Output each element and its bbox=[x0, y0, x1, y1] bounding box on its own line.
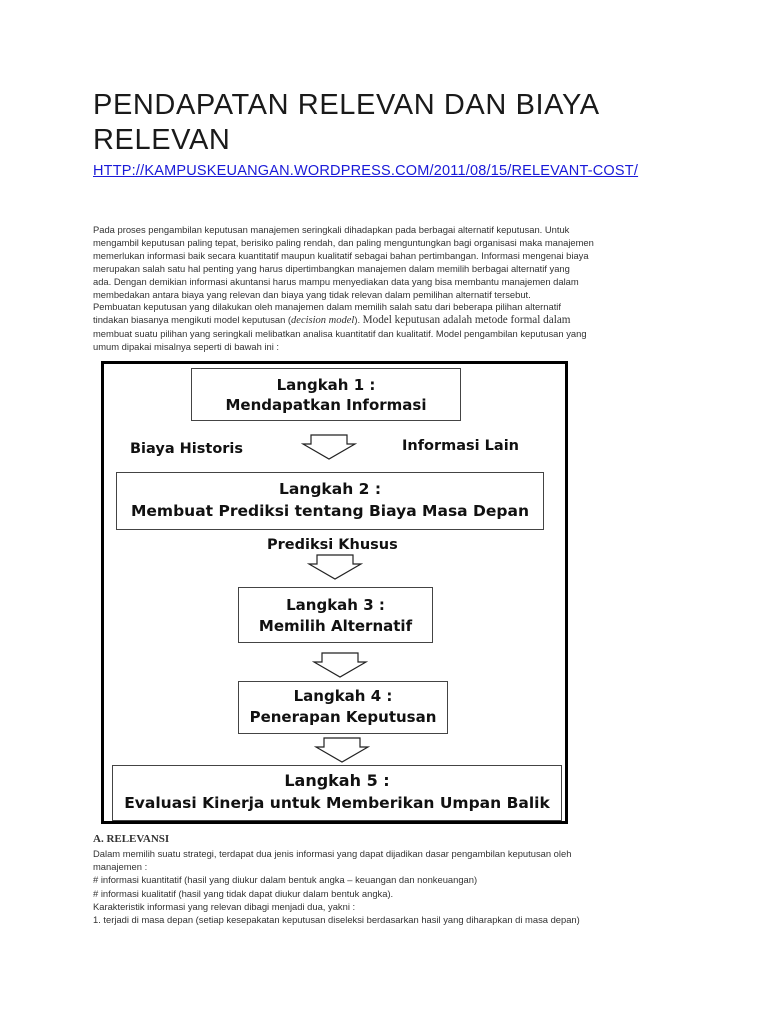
step-1-box bbox=[191, 368, 461, 421]
decision-model-flowchart bbox=[101, 361, 568, 824]
intro-line: membuat suatu pilihan yang seringkali melibatkan analisa kuantitatif dan kualitatif. Model pengambilan keputusan yang bbox=[93, 328, 587, 340]
section-line: # informasi kuantitatif (hasil yang diukur dalam bentuk angka – keuangan dan nonkeuangan) bbox=[93, 874, 478, 886]
prediksi-khusus-label: Prediksi Khusus bbox=[267, 537, 398, 553]
down-arrow-icon bbox=[314, 737, 370, 763]
section-body bbox=[93, 847, 693, 926]
decision-model-term: decision model bbox=[291, 315, 355, 327]
step-5-title: Langkah 5 : bbox=[284, 771, 390, 790]
step-5-box bbox=[112, 765, 562, 821]
intro-line: membedakan antara biaya yang relevan dan biaya yang tidak relevan dalam pemilihan alternatif tersebut. bbox=[93, 288, 531, 300]
section-line: manajemen : bbox=[93, 861, 148, 873]
step-4-box bbox=[238, 681, 448, 734]
intro-text: ). bbox=[354, 314, 363, 326]
intro-line-decision-model bbox=[93, 314, 678, 328]
intro-paragraph bbox=[93, 224, 678, 354]
source-link[interactable]: HTTP://KAMPUSKEUANGAN.WORDPRESS.COM/2011/08/15/RELEVANT-COST/ bbox=[93, 163, 639, 179]
intro-line: memerlukan informasi baik secara kuantitatif maupun kualitatif sebagai bahan pertimbangan. Informasi mengenai biaya bbox=[93, 249, 589, 261]
step-1-title: Langkah 1 : bbox=[276, 376, 376, 394]
biaya-historis-label: Biaya Historis bbox=[130, 441, 244, 457]
step-3-desc: Memilih Alternatif bbox=[258, 617, 413, 635]
intro-line: umum dipakai misalnya seperti di bawah ini : bbox=[93, 341, 280, 353]
step-1-desc: Mendapatkan Informasi bbox=[225, 396, 427, 414]
step-2-box bbox=[116, 472, 544, 530]
intro-line: merupakan salah satu hal penting yang harus dipertimbangkan manajemen dalam memilih berbagai alternatif yang bbox=[93, 262, 570, 274]
model-keputusan-term: Model keputusan bbox=[362, 314, 441, 327]
step-5-desc: Evaluasi Kinerja untuk Memberikan Umpan Balik bbox=[124, 794, 550, 812]
step-4-desc: Penerapan Keputusan bbox=[249, 708, 437, 726]
section-line: 1. terjadi di masa depan (setiap kesepakatan keputusan diseleksi berdasarkan hasil yang diharapkan di masa depan) bbox=[93, 914, 580, 926]
step-2-title: Langkah 2 : bbox=[278, 480, 382, 498]
step-3-title: Langkah 3 : bbox=[286, 596, 385, 614]
down-arrow-icon bbox=[312, 652, 368, 678]
step-2-desc: Membuat Prediksi tentang Biaya Masa Depan bbox=[130, 502, 529, 520]
informasi-lain-label: Informasi Lain bbox=[402, 438, 519, 454]
intro-text: adalah metode formal dalam bbox=[440, 314, 571, 327]
intro-line: Pembuatan keputusan yang dilakukan oleh manajemen dalam memilih salah satu dari beberapa pilihan alternatif bbox=[93, 301, 561, 313]
intro-line: Pada proses pengambilan keputusan manajemen seringkali dihadapkan pada berbagai alternatif keputusan. Untuk bbox=[93, 224, 570, 235]
down-arrow-icon bbox=[307, 554, 363, 580]
down-arrow-icon bbox=[301, 434, 357, 460]
step-3-box bbox=[238, 587, 433, 643]
step-4-title: Langkah 4 : bbox=[293, 687, 393, 705]
section-line: # informasi kualitatif (hasil yang tidak dapat diukur dalam bentuk angka). bbox=[93, 887, 394, 899]
intro-line: ada. Dengan demikian informasi akuntansi harus mampu menyediakan data yang bisa membantu manajemen dalam bbox=[93, 275, 579, 287]
section-line: Dalam memilih suatu strategi, terdapat dua jenis informasi yang dapat dijadikan dasar pengambilan keputusan oleh bbox=[93, 848, 572, 859]
section-line: Karakteristik informasi yang relevan dibagi menjadi dua, yakni : bbox=[93, 900, 356, 912]
page-title: PENDAPATAN RELEVAN DAN BIAYA RELEVAN bbox=[93, 89, 599, 156]
intro-line: mengambil keputusan paling tepat, berisiko paling rendah, dan paling menguntungkan bagi organisasi maka manajemen bbox=[93, 236, 594, 248]
intro-text: tindakan biasanya mengikuti model keputusan ( bbox=[93, 314, 292, 326]
section-heading: A. RELEVANSI bbox=[93, 833, 170, 845]
